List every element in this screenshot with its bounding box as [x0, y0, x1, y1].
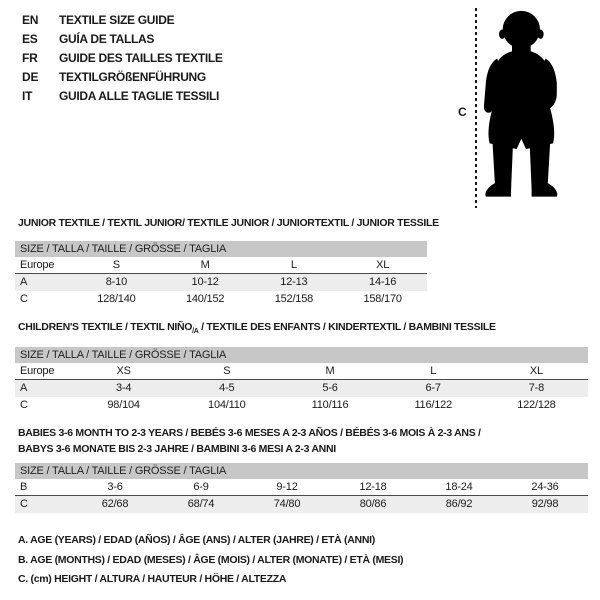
table-cell: L [290, 259, 297, 271]
table-cell: 80/86 [359, 498, 387, 510]
children-section-heading [18, 321, 496, 335]
table-cell: 12-18 [359, 481, 387, 493]
legend-footnotes [18, 531, 403, 590]
table-row [15, 274, 427, 291]
height-figure [440, 0, 600, 215]
language-row-en [22, 11, 223, 30]
language-code: ES [22, 32, 38, 46]
table-cell: 3-6 [107, 481, 123, 493]
table-cell: L [430, 365, 437, 377]
footnote-height: C. (cm) HEIGHT / ALTURA / HAUTEUR / HÖHE / ALTEZZA [18, 573, 287, 585]
table-cell: 140/152 [185, 293, 225, 305]
row-label: A [20, 276, 28, 288]
table-row [15, 363, 588, 380]
table-cell: 86/92 [445, 498, 473, 510]
table-cell: XS [116, 365, 131, 377]
row-label: Europe [20, 365, 55, 377]
table-cell: 104/110 [208, 399, 246, 411]
table-row [15, 257, 427, 274]
language-title: GUIDA ALLE TAGLIE TESSILI [59, 89, 220, 103]
table-size-header: SIZE / TALLA / TAILLE / GRÖSSE / TAGLIA [15, 463, 588, 479]
language-title: TEXTILE SIZE GUIDE [59, 13, 175, 27]
table-cell: 74/80 [273, 498, 301, 510]
table-cell: 158/170 [363, 293, 402, 305]
table-size-header: SIZE / TALLA / TAILLE / GRÖSSE / TAGLIA [15, 347, 588, 363]
table-cell: 62/68 [101, 498, 129, 510]
table-row [15, 291, 427, 308]
table-cell: 6-7 [425, 382, 441, 394]
language-row-de [22, 68, 223, 87]
language-legend [22, 11, 223, 106]
table-cell: 18-24 [445, 481, 473, 493]
language-title: GUIDE DES TAILLES TEXTILE [59, 51, 223, 65]
table-cell: XL [376, 259, 390, 271]
language-title: TEXTILGRÖßENFÜHRUNG [59, 70, 206, 84]
table-row [15, 479, 588, 496]
row-label: Europe [20, 259, 55, 271]
table-cell: 10-12 [191, 276, 219, 288]
language-row-fr [22, 49, 223, 68]
babies-section-heading [18, 425, 481, 457]
footnote-age-months: B. AGE (MONTHS) / EDAD (MESES) / ÂGE (MOIS) / ALTER (MONATE) / ETÀ (MESI) [18, 553, 404, 566]
table-cell: M [325, 365, 335, 377]
row-label: A [20, 382, 28, 394]
table-cell: 116/122 [414, 399, 452, 411]
table-cell: 68/74 [187, 498, 215, 510]
table-cell: XL [529, 365, 543, 377]
table-cell: 24-36 [531, 481, 559, 493]
row-label: C [20, 498, 28, 510]
children-size-table [15, 347, 588, 414]
table-row [15, 380, 588, 397]
language-code: DE [22, 70, 39, 84]
children-heading-suffix: / TEXTILE DES ENFANTS / KINDERTEXTIL / BAMBINI TESSILE [198, 321, 496, 333]
table-cell: 98/104 [107, 399, 140, 411]
footnote-age-years: A. AGE (YEARS) / EDAD (AÑOS) / ÂGE (ANS) / ALTER (JAHRE) / ETÀ (ANNI) [18, 534, 375, 546]
language-row-es [22, 30, 223, 49]
table-cell: 92/98 [531, 498, 559, 510]
table-cell: 14-16 [369, 276, 397, 288]
table-cell: 4-5 [219, 382, 235, 394]
table-cell: 3-4 [115, 382, 132, 394]
children-heading-subscript: /A [192, 328, 199, 336]
row-label: C [20, 293, 28, 305]
table-cell: 7-8 [528, 382, 545, 394]
table-cell: 128/140 [97, 293, 136, 305]
table-cell: 110/116 [311, 399, 349, 411]
table-size-header: SIZE / TALLA / TAILLE / GRÖSSE / TAGLIA [15, 241, 427, 257]
baby-silhouette-icon [484, 8, 568, 206]
table-cell: 122/128 [517, 399, 556, 411]
babies-size-table [15, 463, 588, 513]
language-code: FR [22, 51, 38, 65]
table-cell: 9-12 [276, 481, 298, 493]
height-dashed-line [475, 8, 477, 208]
language-code: IT [22, 89, 33, 103]
table-row [15, 397, 588, 414]
height-label: C [458, 105, 467, 119]
table-cell: 152/158 [274, 293, 314, 305]
row-label: C [20, 399, 28, 411]
language-title: GUÍA DE TALLAS [59, 32, 155, 46]
row-label: B [20, 481, 28, 493]
table-row [15, 496, 588, 513]
junior-size-table [15, 241, 427, 308]
table-cell: 12-13 [280, 276, 308, 288]
table-cell: S [112, 259, 120, 271]
junior-heading-text: JUNIOR TEXTILE / TEXTIL JUNIOR/ TEXTILE JUNIOR / JUNIORTEXTIL / JUNIOR TESSILE [18, 217, 439, 229]
babies-heading-line1: BABIES 3-6 MONTH TO 2-3 YEARS / BEBÉS 3-6 MESES A 2-3 AÑOS / BÉBÉS 3-6 MOIS À 2-3 ANS / [18, 427, 481, 439]
table-cell: M [200, 259, 210, 271]
children-heading-prefix: CHILDREN'S TEXTILE / TEXTIL NIÑO [18, 321, 193, 333]
language-row-it [22, 87, 223, 106]
language-code: EN [22, 13, 39, 27]
babies-heading-line2: BABYS 3-6 MONATE BIS 2-3 JAHRE / BAMBINI 3-6 MESI A 2-3 ANNI [18, 443, 336, 455]
table-cell: 5-6 [322, 382, 338, 394]
junior-section-heading [18, 217, 439, 229]
table-cell: 6-9 [193, 481, 209, 493]
table-cell: S [223, 365, 231, 377]
table-cell: 8-10 [105, 276, 127, 288]
